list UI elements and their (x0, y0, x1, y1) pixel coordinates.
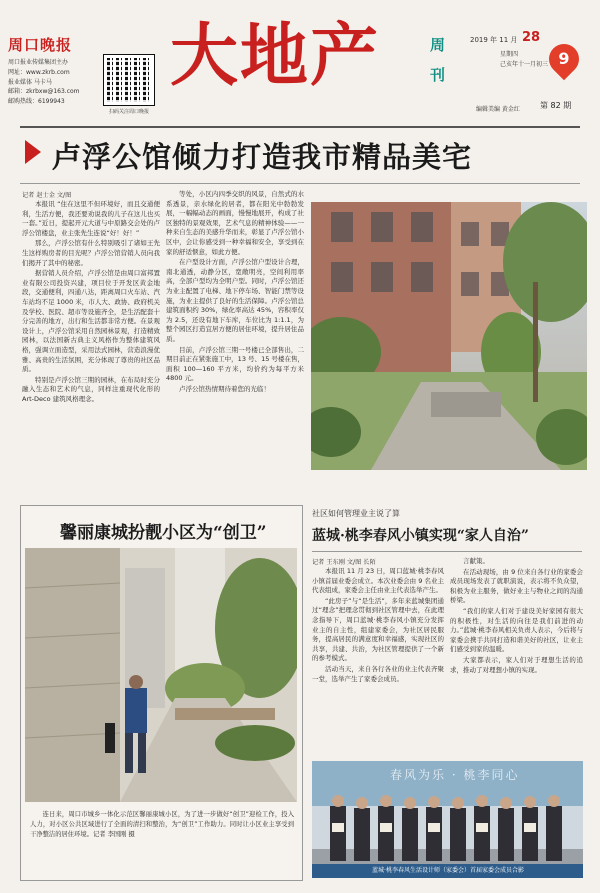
caption-text: 连日来，周口市城乡一体化示范区馨丽康城小区，为了进一步做好“创卫”迎检工作，投入人力，对小区公共区域进行了全面的清扫和整治，为“创卫”工作助力。同时让小区业主享受到干净整洁的居住环境。记者 李国刚 摄 (30, 811, 294, 838)
lunar-date: 己亥年十一月初三 (500, 61, 549, 68)
page-number: 9 (558, 49, 570, 68)
weekday: 星期四 (500, 51, 519, 58)
info-line: 邮箱：zkrbxw@163.com (8, 88, 80, 96)
paragraph: 特别是卢浮公馆三期的园林，在布局时充分融入生态和艺术的气息，同样注重现代化形的 Art-Deco 建筑风格理念。 (22, 375, 160, 403)
paragraph: 活动当天，来自各行各业的业主代表齐聚一堂，选举产生了家委会成员。 (312, 664, 444, 683)
weekday-lines (500, 50, 548, 70)
article-column (22, 200, 160, 475)
info-line: 网址：www.zkrb.com (8, 68, 70, 76)
paragraph: 等处，小区内四季交织的风景，自然式的水系透景，亲水绿化的居者，都在阳光中勃勃发展，一幅幅动态的画面，慢慢地展开，构成了社区独特的景观效果，艺术气息的精神体验——一种来自生态的美感升华而来，彰显了卢浮公馆小区中，会让你感受到一种幸福和安全，享受到在家的舒适惬意，如此方便。 (166, 190, 304, 256)
paragraph: 言献策。 (463, 557, 489, 565)
qr-caption: 扫码关注周口晚报 (108, 109, 149, 115)
right-headline[interactable]: 蓝城·桃李春风小镇实现“家人自治” (312, 528, 529, 544)
newspaper-logo: 周口晚报 (8, 36, 73, 54)
paragraph: 目前，卢浮公馆三期一号楼已全部售出，二期目前正在紧张施工中，13 号、15 号楼在售，面积 100—160 平方米，均价约为每平方米 4800 元。 (166, 345, 304, 383)
editor-line: 编辑美编 黄金红 (476, 106, 520, 113)
masthead (0, 0, 600, 128)
photo-caption (30, 810, 294, 874)
divider (20, 126, 580, 128)
main-headline[interactable]: 卢浮公馆倾力打造我市精品美宅 (52, 140, 473, 174)
section-title: 大地产 (170, 16, 381, 96)
kicker: 社区如何管理业主说了算 (312, 509, 400, 518)
issue-date: 2019 年 11 月 (470, 36, 518, 44)
info-line: 周口报业传媒集团主办 (8, 59, 69, 66)
paragraph: 据营销人员介绍，卢浮公馆是由周口富邦置业有限公司投资兴建，项目位于开发区黄金地段，交通便利，四通八达，距离周口火车站、汽车站均不足 1000 米，市人大、政协、政府机关及学校、医院、超市等设施齐全，是生活配套十分完善的地方，出行和生活都非常方便。在景观设计上，卢浮公馆采用自然园林景观，打造精致园林，以法国新古典主义风格作为整体建筑风格，强调立面造型，采用法式园林，营造浪漫优雅、高贵的生活氛围，充分体现了尊贵的社区品质。 (22, 269, 160, 374)
info-line: 报业媒体 马卡马 (8, 78, 52, 86)
paragraph: 本报讯 “住在这里不但环境好，而且交通便利，生活方便，我还要劝说我的儿子在这儿也买一套。”近日，提起开元大道与中原路交会处的卢浮公馆楼盘，业主张先生连说“好！好！” (22, 200, 160, 237)
divider (20, 183, 580, 184)
newspaper-info (8, 58, 108, 107)
photo-banner: 春风为乐 · 桃李同心 (390, 768, 520, 782)
cleaning-photo (25, 548, 297, 802)
qr-code-icon[interactable] (104, 55, 154, 105)
weekly-label: 周刊 (430, 36, 446, 84)
paragraph: 在活动现场，由 9 位来自各行业的家委会成员现场发表了就职演说，表示将不负众望，积极为业主服务，做好业主与物业之间的沟通桥梁。 (450, 567, 583, 605)
paragraph: 本报讯 11 月 23 日，周口蓝城·桃李春风小镇首届业委会成立。本次业委会由 9 名业主代表组成，家委会主任由业主代表选举产生。 (312, 567, 444, 595)
paragraph: 那么，卢浮公馆有什么特别吸引了诸如王先生这样购房者的目光呢？卢浮公馆营销人员向我们揭开了其中的秘密。 (22, 239, 160, 267)
byline: 记者 王东刚 文/图 长陌 (312, 559, 376, 566)
courtyard-photo (311, 202, 587, 470)
paragraph: “此房子”与“是生活”，多年来蓝城集团通过“理念”把理念贯彻到社区管理中去，在此理念指导下，周口蓝城·桃李春风小镇充分发挥业主的自主性，组建家委会，为社区居民服务，提高居民的满意度和幸福感，实现社区的共享，共建、共治，为社区管理提供了一个新的参考模式。 (312, 596, 444, 663)
paragraph: 在户型设计方面，卢浮公馆户型设计合理，南北通透，动静分区，宽敞明亮，空间利用率高，全部户型均为全明户型。同时，卢浮公馆还为业主配置了电梯、地下停车场、智能门禁等设施，为业主提供了良好的生活保障。卢浮公馆总建筑面积约 30%，绿化率高达 45%，容积率仅为 2.5，还设有地下车库，车位比为 1:1.1，为整个园区打造宜居方便的居住环境，提升居住品质。 (166, 258, 304, 343)
article-column (450, 557, 583, 757)
info-line: 邮购热线：6199943 (8, 98, 65, 106)
paragraph: 卢浮公馆热情期待着您的光临！ (179, 384, 270, 393)
box-headline[interactable]: 馨丽康城扮靓小区为“创卫” (60, 523, 267, 543)
paragraph: 大家都表示，家人们对于理想生活的追求，推动了对理想小镇的实现。 (450, 655, 583, 674)
divider (312, 551, 582, 552)
byline: 记者 赵士金 文/图 (22, 192, 72, 199)
paragraph: “我们的家人们对于建设美好家园有很大的积极性，对生活的向往是我们前进的动力。”蓝城·桃李春风相关负责人表示，今后将与家委会携手共同打造和谐美好的社区，让业主们感受到家的温暖。 (450, 606, 583, 654)
group-photo-caption: 蓝城·桃李春风生活设计师（家委会）首届家委会成员合影 (372, 867, 524, 874)
issue-number: 第 82 期 (540, 101, 572, 110)
article-column (312, 567, 444, 757)
headline-marker-icon (25, 140, 41, 164)
article-column (166, 190, 304, 475)
issue-day: 28 (522, 30, 541, 45)
